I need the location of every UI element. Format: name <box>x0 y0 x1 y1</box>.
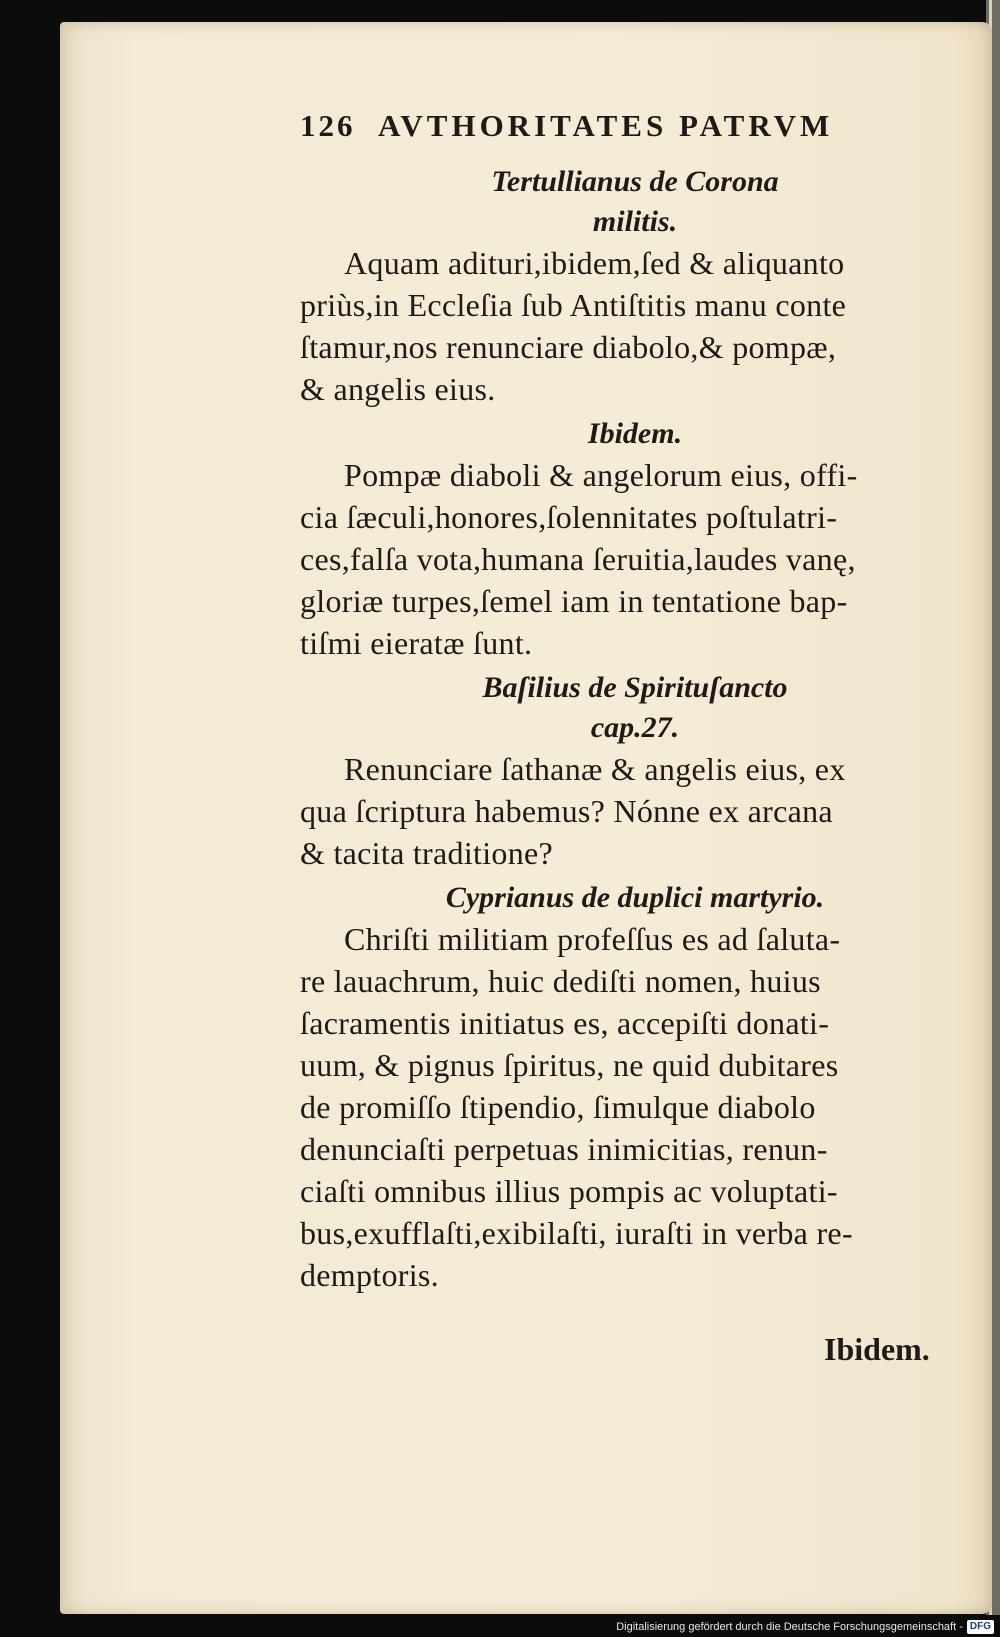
text-line: ciaſti omnibus illius pompis ac voluptati- <box>300 1173 838 1209</box>
heading-line: cap.27. <box>590 711 680 744</box>
text-line: & tacita traditione? <box>300 835 553 871</box>
section-cyprianus <box>300 878 970 1296</box>
text-line: uum, & pignus ſpiritus, ne quid dubitares <box>300 1047 839 1083</box>
text-line: re lauachrum, huic dediſti nomen, huius <box>300 963 821 999</box>
text-line: ces,falſa vota,humana ſeruitia,laudes vanę, <box>300 541 856 577</box>
text-line: ſacramentis initiatus es, accepiſti donati- <box>300 1005 830 1041</box>
text-line: priùs,in Eccleſia ſub Antiſtitis manu conte <box>300 287 847 323</box>
text-line: cia ſæculi,honores,ſolennitates poſtulatri- <box>300 499 838 535</box>
section-heading <box>300 162 970 242</box>
text-line: Renunciare ſathanæ & angelis eius, ex <box>344 751 846 787</box>
heading-line: Tertullianus de Corona <box>491 165 779 198</box>
paragraph <box>300 918 970 1296</box>
digitization-footer <box>600 1617 1000 1637</box>
section-heading <box>300 878 970 918</box>
footer-credit: Digitalisierung gefördert durch die Deutsche Forschungsgemeinschaft - <box>616 1621 963 1633</box>
text-line: ſtamur,nos renunciare diabolo,& pompæ, <box>300 329 837 365</box>
text-line: & angelis eius. <box>300 371 496 407</box>
section-tertullianus <box>300 162 970 410</box>
heading-line: militis. <box>592 205 678 238</box>
text-line: gloriæ turpes,ſemel iam in tentatione bap- <box>300 583 848 619</box>
running-title: AVTHORITATES PATRVM <box>378 108 834 143</box>
section-heading <box>300 668 970 748</box>
text-line: Aquam adituri,ibidem,ſed & aliquanto <box>344 245 845 281</box>
page-text <box>300 108 970 1296</box>
section-heading <box>300 414 970 454</box>
running-header <box>300 108 970 158</box>
heading-line: Cyprianus de duplici martyrio. <box>445 881 825 914</box>
heading-line: Ibidem. <box>587 417 683 450</box>
text-line: de promiſſo ſtipendio, ſimulque diabolo <box>300 1089 816 1125</box>
text-line: tiſmi eieratæ ſunt. <box>300 625 533 661</box>
text-line: Pompæ diaboli & angelorum eius, offi- <box>344 457 858 493</box>
text-line: demptoris. <box>300 1257 439 1293</box>
paragraph <box>300 242 970 410</box>
paragraph <box>300 454 970 664</box>
paragraph <box>300 748 970 874</box>
section-ibidem <box>300 414 970 664</box>
heading-line: Baſilius de Spirituſancto <box>482 671 788 704</box>
text-line: bus,exufflaſti,exibilaſti, iuraſti in verba re- <box>300 1215 853 1251</box>
text-line: Chriſti militiam profeſſus es ad ſaluta- <box>344 921 841 957</box>
catchword: Ibidem. <box>824 1331 930 1367</box>
text-line: qua ſcriptura habemus? Nónne ex arcana <box>300 793 833 829</box>
section-basilius <box>300 668 970 874</box>
page-number: 126 <box>300 108 356 143</box>
dfg-logo[interactable]: DFG <box>967 1620 994 1634</box>
text-line: denunciaſti perpetuas inimicitias, renun- <box>300 1131 828 1167</box>
